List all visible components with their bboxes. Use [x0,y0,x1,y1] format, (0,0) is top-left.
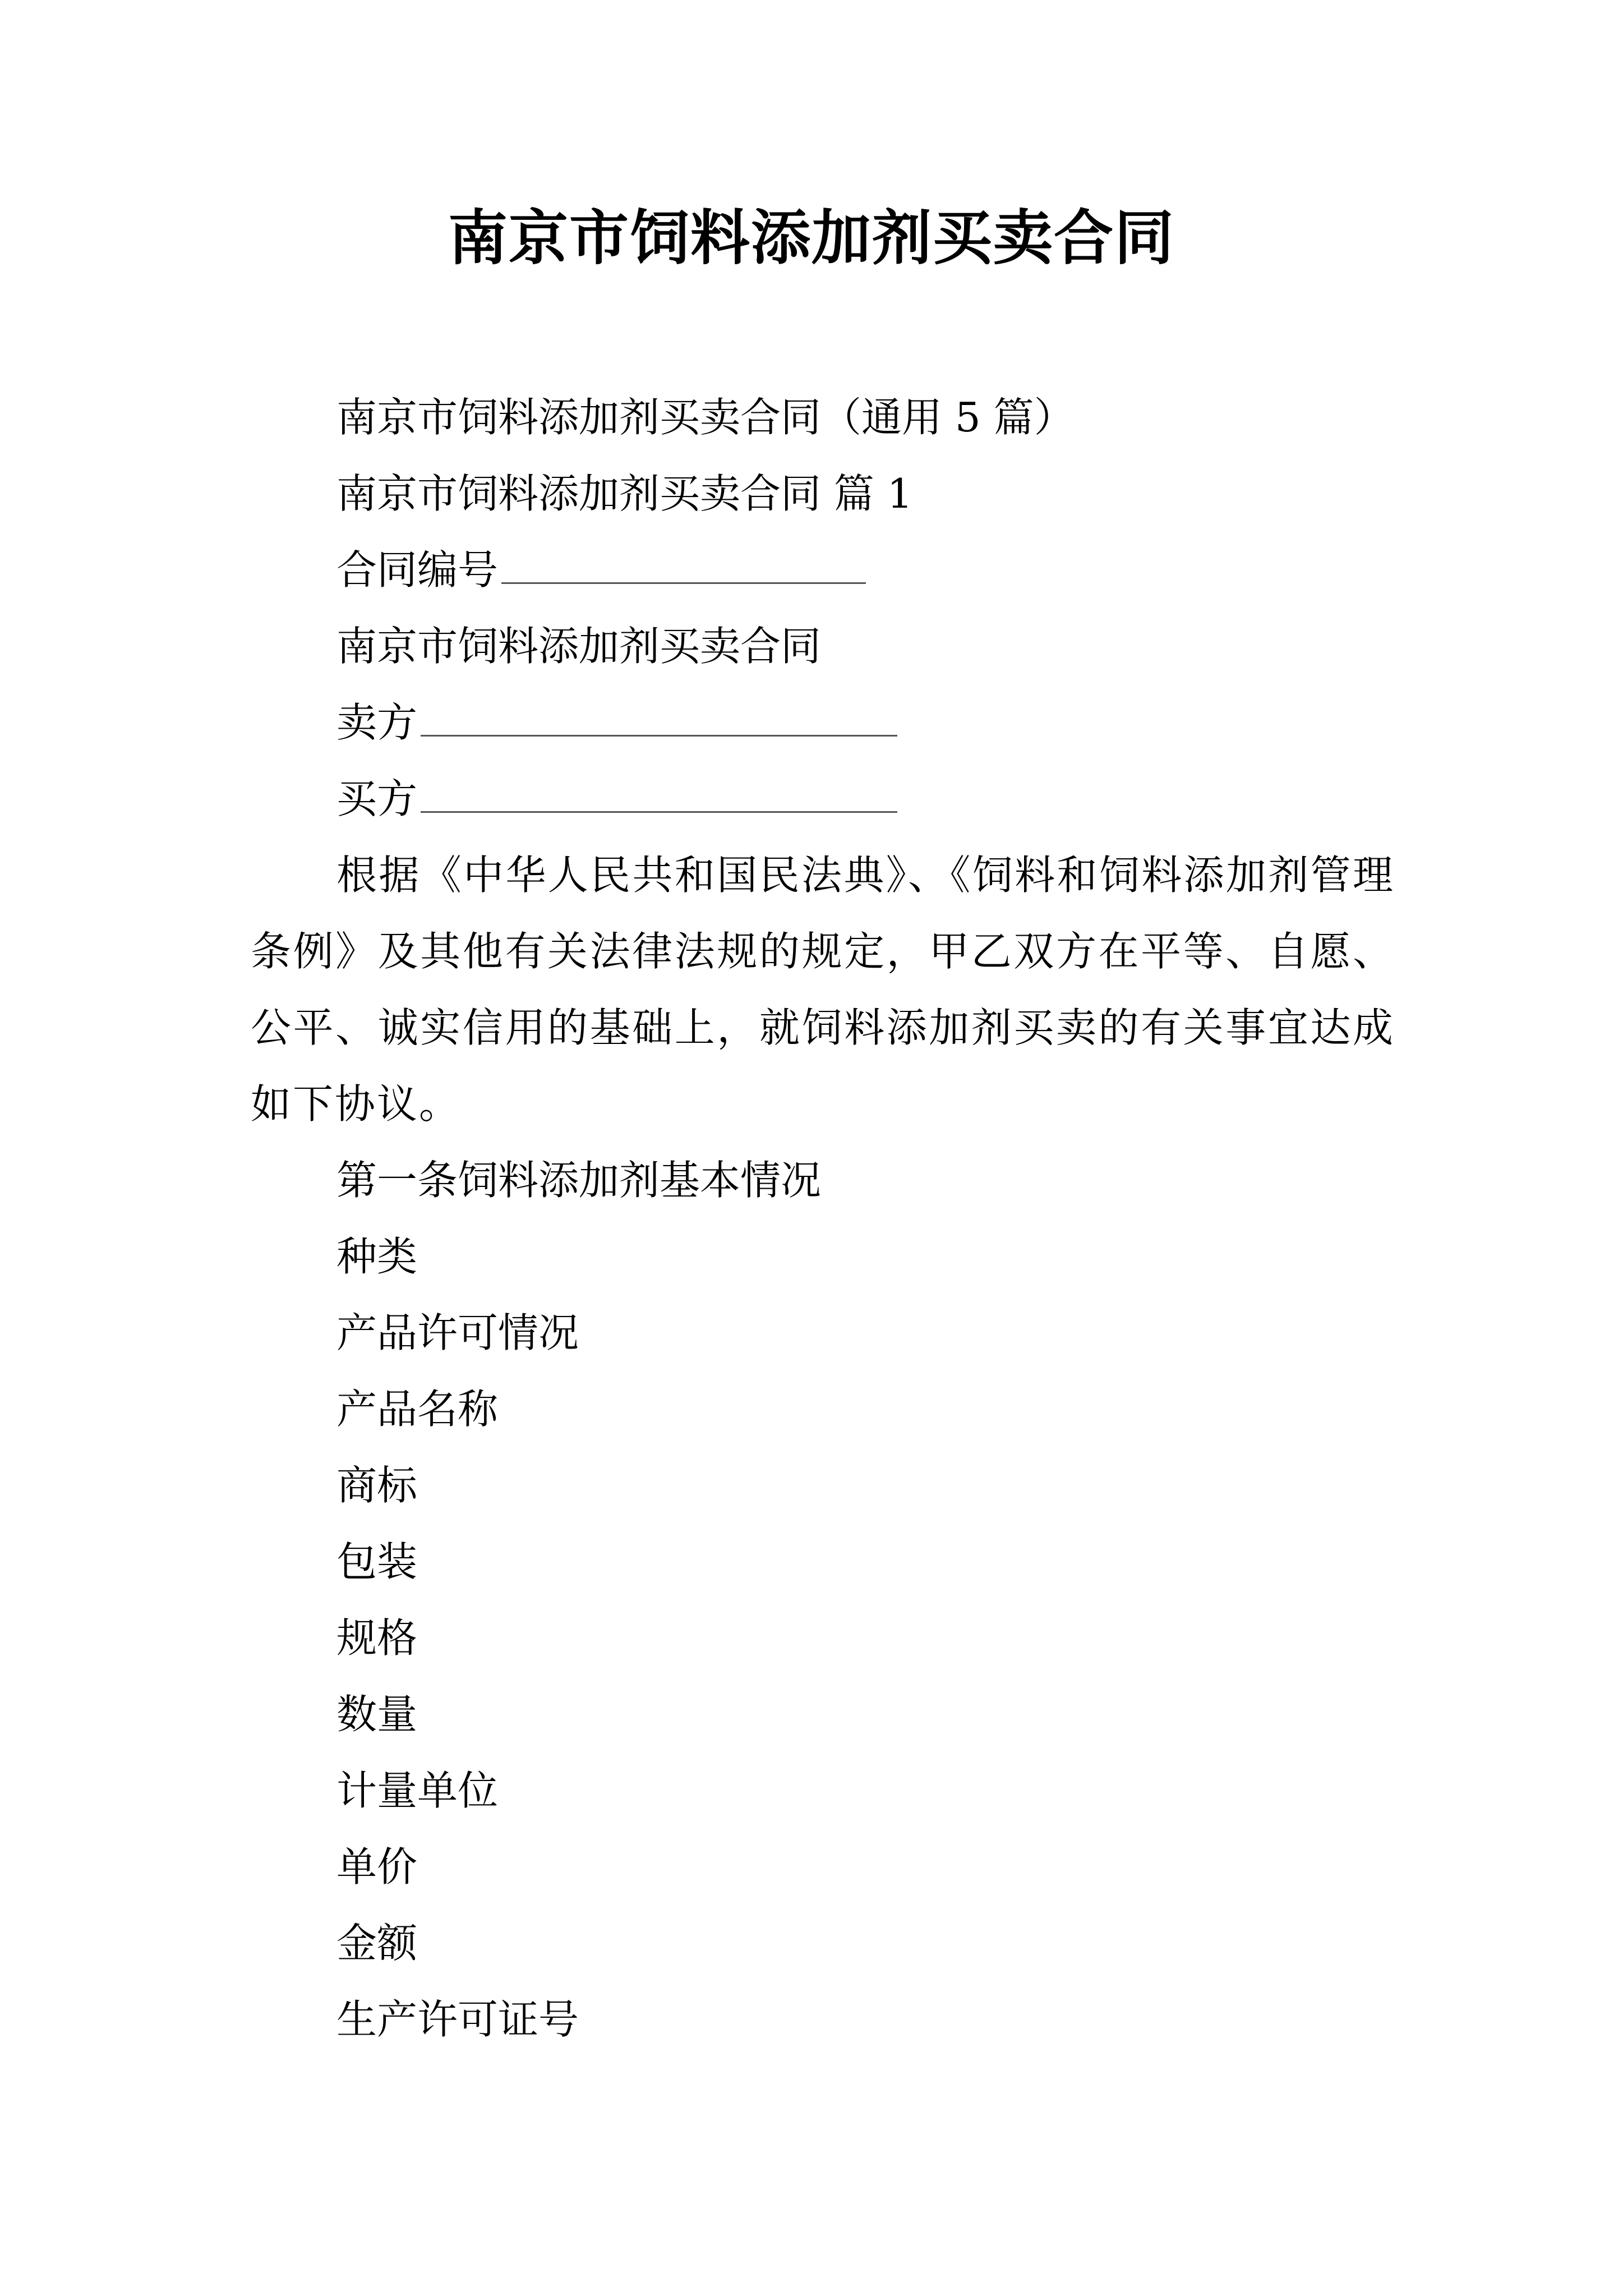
field-category: 种类 [336,1233,418,1280]
contract-number-label: 合同编号 [336,546,499,593]
seller-label: 卖方 [336,699,418,746]
field-amount: 金额 [336,1920,418,1967]
contract-number-line [251,532,1395,608]
buyer-line [251,761,1395,837]
buyer-blank [421,774,897,813]
field-product-license: 产品许可情况 [336,1309,579,1356]
field-packaging: 包装 [336,1538,418,1585]
field-specification: 规格 [336,1614,418,1662]
buyer-label: 买方 [336,775,418,822]
field-unit: 计量单位 [336,1767,499,1814]
seller-line [251,684,1395,761]
seller-blank [421,698,897,737]
article-1-heading: 第一条饲料添加剂基本情况 [336,1157,822,1204]
contract-name: 南京市饲料添加剂买卖合同 [336,623,822,670]
field-quantity: 数量 [336,1691,418,1738]
heading-all-parts: 南京市饲料添加剂买卖合同（通用 5 篇） [336,394,1075,441]
field-trademark: 商标 [336,1462,418,1509]
intro-paragraph: 根据《中华人民共和国民法典》、《饲料和饲料添加剂管理条例》及其他有关法律法规的规定，甲乙双方在平等、自愿、公平、诚实信用的基础上，就饲料添加剂买卖的有关事宜达成如下协议。 [251,852,1395,1128]
document-title: 南京市饲料添加剂买卖合同 [448,204,1175,273]
document-body [251,379,1395,2058]
heading-part-1: 南京市饲料添加剂买卖合同 篇 1 [336,470,913,517]
field-unit-price: 单价 [336,1843,418,1890]
field-product-name: 产品名称 [336,1386,499,1433]
contract-number-blank [501,545,866,584]
field-production-license-no: 生产许可证号 [336,1996,579,2043]
